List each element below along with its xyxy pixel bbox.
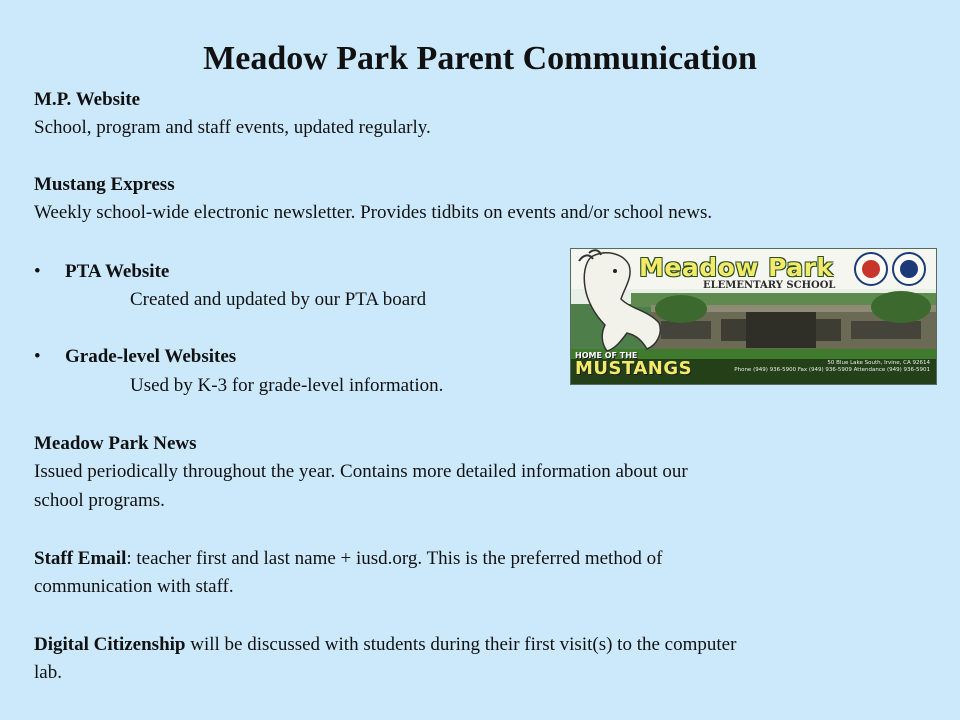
staff-email-text: : teacher first and last name + iusd.org. This is the preferred method of	[126, 548, 663, 569]
staff-email-label: Staff Email	[34, 548, 127, 569]
banner-contact-info	[734, 360, 930, 374]
page-title: Meadow Park Parent Communication	[203, 40, 757, 77]
school-banner	[570, 248, 937, 385]
digital-citizenship-label: Digital Citizenship	[34, 634, 186, 655]
mustang-express-heading: Mustang Express	[34, 174, 175, 195]
grade-level-text: Used by K-3 for grade-level information.	[130, 375, 444, 396]
digital-citizenship-text: will be discussed with students during their first visit(s) to the computer	[185, 634, 737, 655]
meadow-park-news-line1: Issued periodically throughout the year. Contains more detailed information about our	[34, 461, 688, 482]
banner-home-line1: HOME OF THE	[575, 351, 638, 360]
digital-citizenship-line2: lab.	[34, 662, 62, 683]
pta-website-text: Created and updated by our PTA board	[130, 289, 427, 310]
grade-level-heading: Grade-level Websites	[65, 346, 237, 367]
banner-home-of-mustangs	[575, 352, 692, 378]
mustang-express-text: Weekly school-wide electronic newsletter. Provides tidbits on events and/or school news.	[34, 202, 713, 223]
digital-citizenship-line1	[34, 631, 934, 659]
mp-website-text: School, program and staff events, updated regularly.	[34, 117, 431, 138]
banner-home-line2: MUSTANGS	[575, 358, 693, 379]
meadow-park-news-heading: Meadow Park News	[34, 433, 197, 454]
bullet-symbol: •	[34, 346, 41, 367]
staff-email-line2: communication with staff.	[34, 576, 234, 597]
banner-school-subtitle: ELEMENTARY SCHOOL	[703, 280, 836, 291]
banner-address: 50 Blue Lake South, Irvine, CA 92614	[827, 360, 930, 366]
pta-website-heading: PTA Website	[65, 261, 170, 282]
meadow-park-news-line2: school programs.	[34, 490, 165, 511]
banner-school-name: Meadow Park	[639, 253, 834, 282]
staff-email-line1	[34, 545, 934, 573]
bullet-symbol: •	[34, 261, 41, 282]
banner-phone: Phone (949) 936-5900 Fax (949) 936-5909 Attendance (949) 936-5901	[734, 367, 930, 373]
mp-website-heading: M.P. Website	[34, 89, 141, 110]
